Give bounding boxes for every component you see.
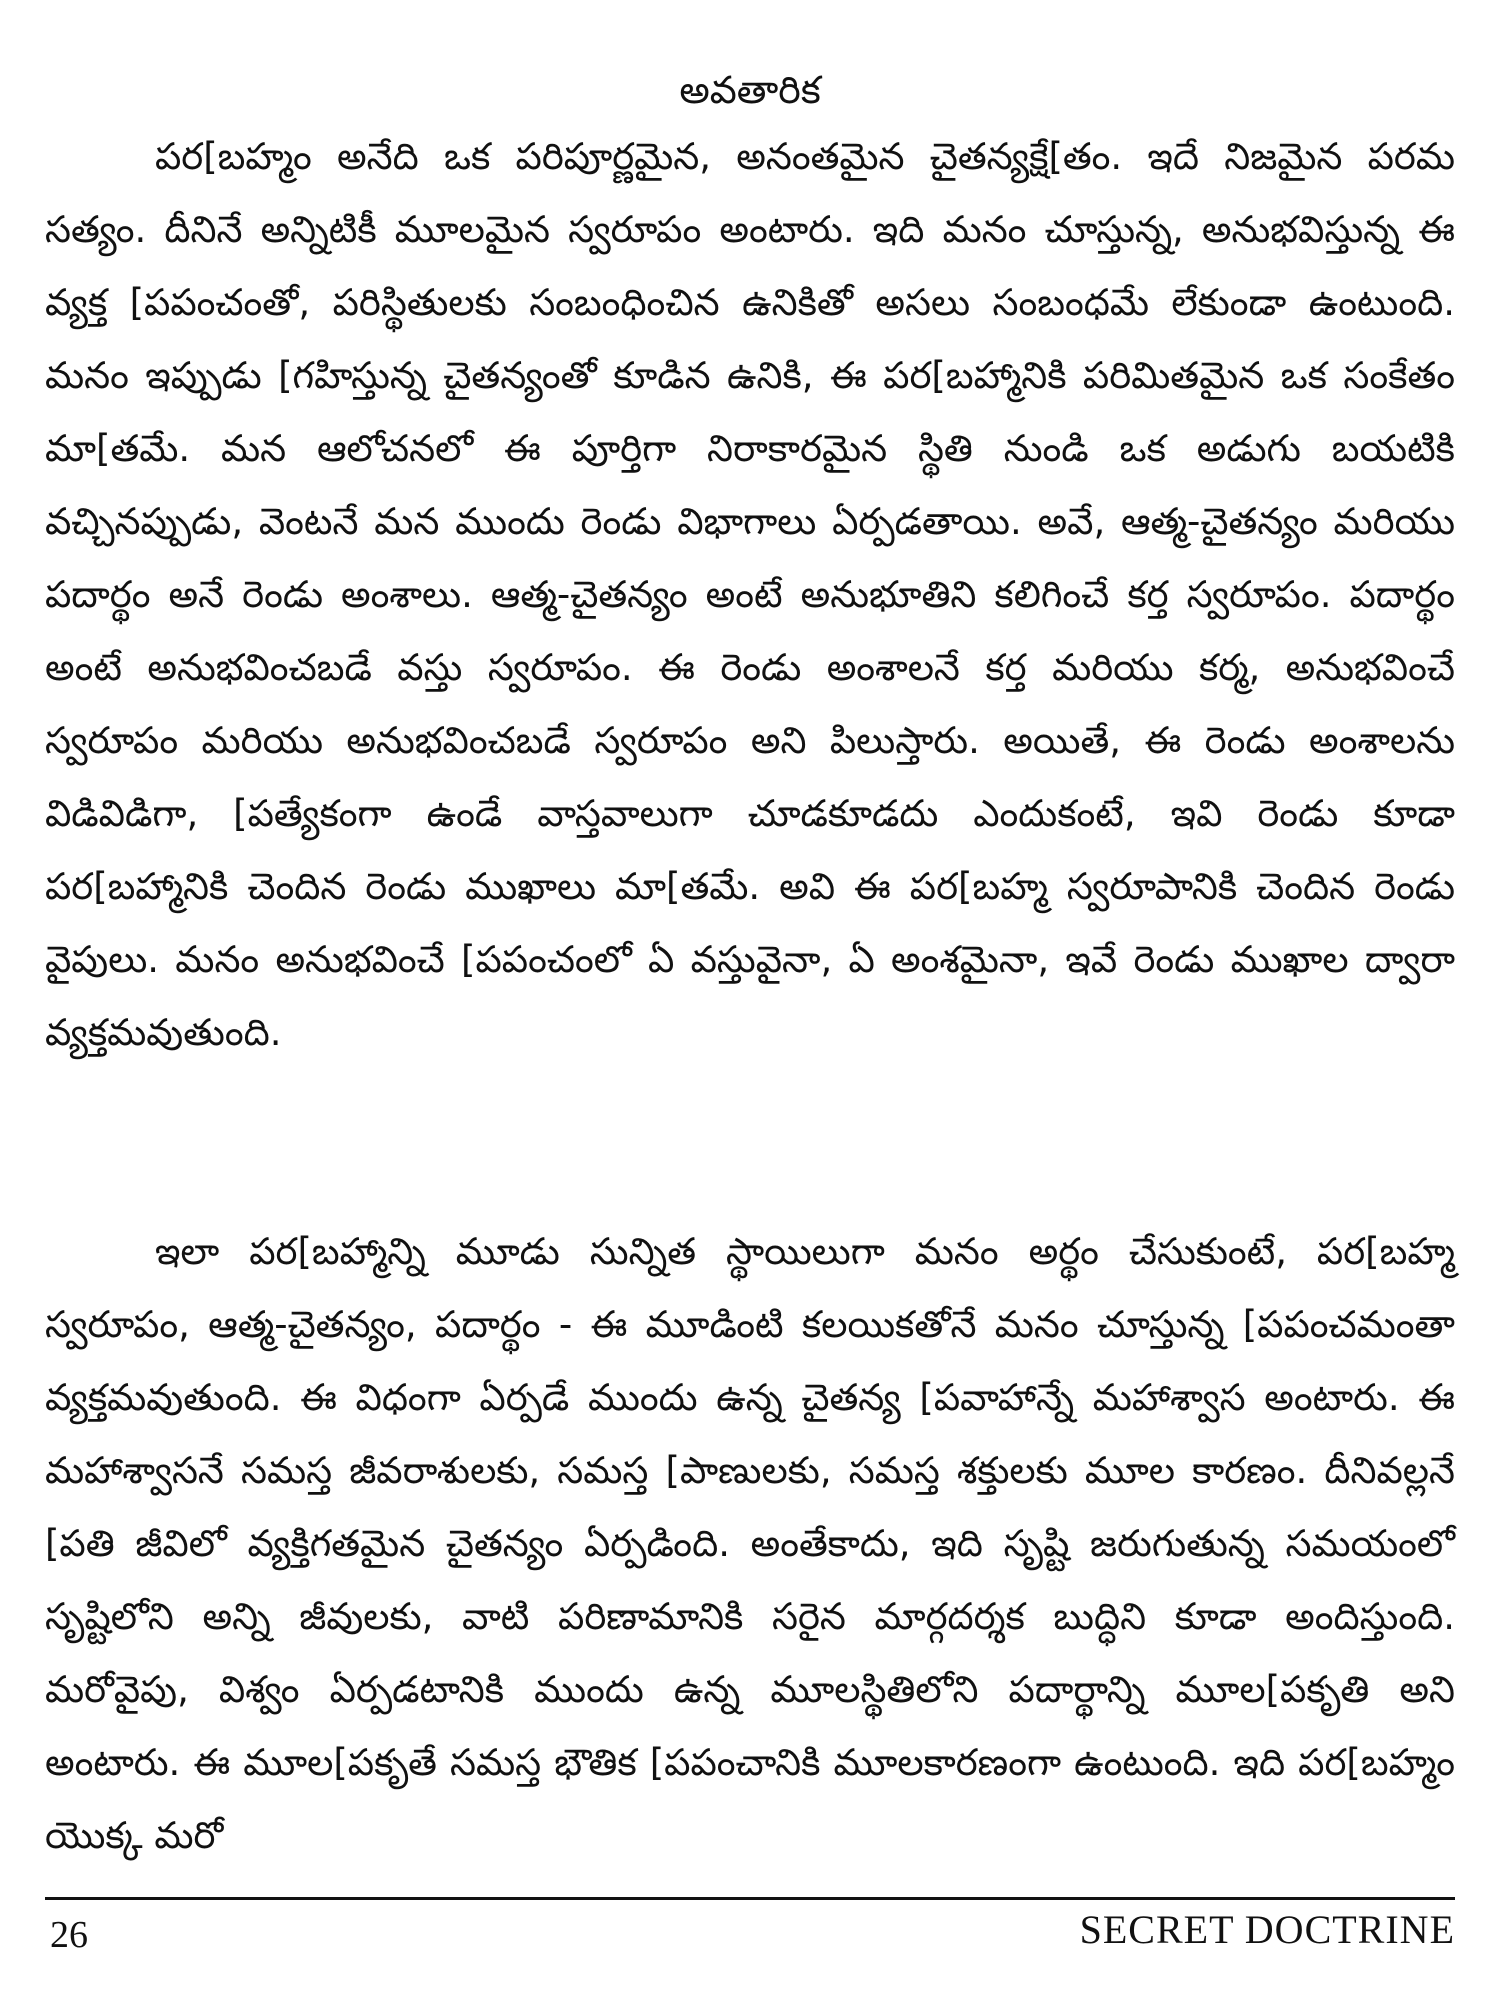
running-footer-title: SECRET DOCTRINE [1079,1907,1455,1952]
paragraph-2: ఇలా పర[బహ్మాన్ని మూడు సున్నిత స్థాయిలుగా మనం అర్థం చేసుకుంటే, పర[బహ్మ స్వరూపం, ఆత్మ-చైతన్యం, పదార్థం - ఈ మూడింటి కలయికతోనే మనం చూస్తున్న [పపంచమంతా వ్యక్తమవుతుంది. ఈ విధంగా ఏర్పడే ముందు ఉన్న చైతన్య [పవాహాన్నే మహాశ్వాస అంటారు. ఈ మహాశ్వాసనే సమస్త జీవరాశులకు, సమస్త [పాణులకు, సమస్త శక్తులకు మూల కారణం. దీనివల్లనే [పతి జీవిలో వ్యక్తిగతమైన చైతన్యం ఏర్పడింది. అంతేకాదు, ఇది సృష్టి జరుగుతున్న సమయంలో సృష్టిలోని అన్ని జీవులకు, వాటి పరిణామానికి సరైన మార్గదర్శక బుద్ధిని కూడా అందిస్తుంది. మరోవైపు, విశ్వం ఏర్పడటానికి ముందు ఉన్న మూలస్థితిలోని పదార్థాన్ని మూల[పకృతి అని అంటారు. ఈ మూల[పకృతే సమస్త భౌతిక [పపంచానికి మూలకారణంగా ఉంటుంది. ఇది పర[బహ్మం యొక్క మరో [45,1230,1456,1857]
page-number: 26 [50,1914,88,1956]
paragraph-1: పర[బహ్మం అనేది ఒక పరిపూర్ణమైన, అనంతమైన చైతన్యక్షే[తం. ఇదే నిజమైన పరమ సత్యం. దీనినే అన్నిటికీ మూలమైన స్వరూపం అంటారు. ఇది మనం చూస్తున్న, అనుభవిస్తున్న ఈ వ్యక్త [పపంచంతో, పరిస్థితులకు సంబంధించిన ఉనికితో అసలు సంబంధమే లేకుండా ఉంటుంది. మనం ఇప్పుడు [గహిస్తున్న చైతన్యంతో కూడిన ఉనికి, ఈ పర[బహ్మానికి పరిమితమైన ఒక సంకేతం మా[తమే. మన ఆలోచనలో ఈ పూర్తిగా నిరాకారమైన స్థితి నుండి ఒక అడుగు బయటికి వచ్చినప్పుడు, వెంటనే మన ముందు రెండు విభాగాలు ఏర్పడతాయి. అవే, ఆత్మ-చైతన్యం మరియు పదార్థం అనే రెండు అంశాలు. ఆత్మ-చైతన్యం అంటే అనుభూతిని కలిగించే కర్త స్వరూపం. పదార్థం అంటే అనుభవించబడే వస్తు స్వరూపం. ఈ రెండు అంశాలనే కర్త మరియు కర్మ, అనుభవించే స్వరూపం మరియు అనుభవించబడే స్వరూపం అని పిలుస్తారు. అయితే, ఈ రెండు అంశాలను విడివిడిగా, [పత్యేకంగా ఉండే వాస్తవాలుగా చూడకూడదు ఎందుకంటే, ఇవి రెండు కూడా పర[బహ్మానికి చెందిన రెండు ముఖాలు మా[తమే. అవి ఈ పర[బహ్మ స్వరూపానికి చెందిన రెండు వైపులు. మనం అనుభవించే [పపంచంలో ఏ వస్తువైనా, ఏ అంశమైనా, ఇవే రెండు ముఖాల ద్వారా వ్యక్తమవుతుంది. [45,135,1455,1054]
page-title: అవతారిక [679,68,821,112]
footer-divider [45,1897,1455,1900]
